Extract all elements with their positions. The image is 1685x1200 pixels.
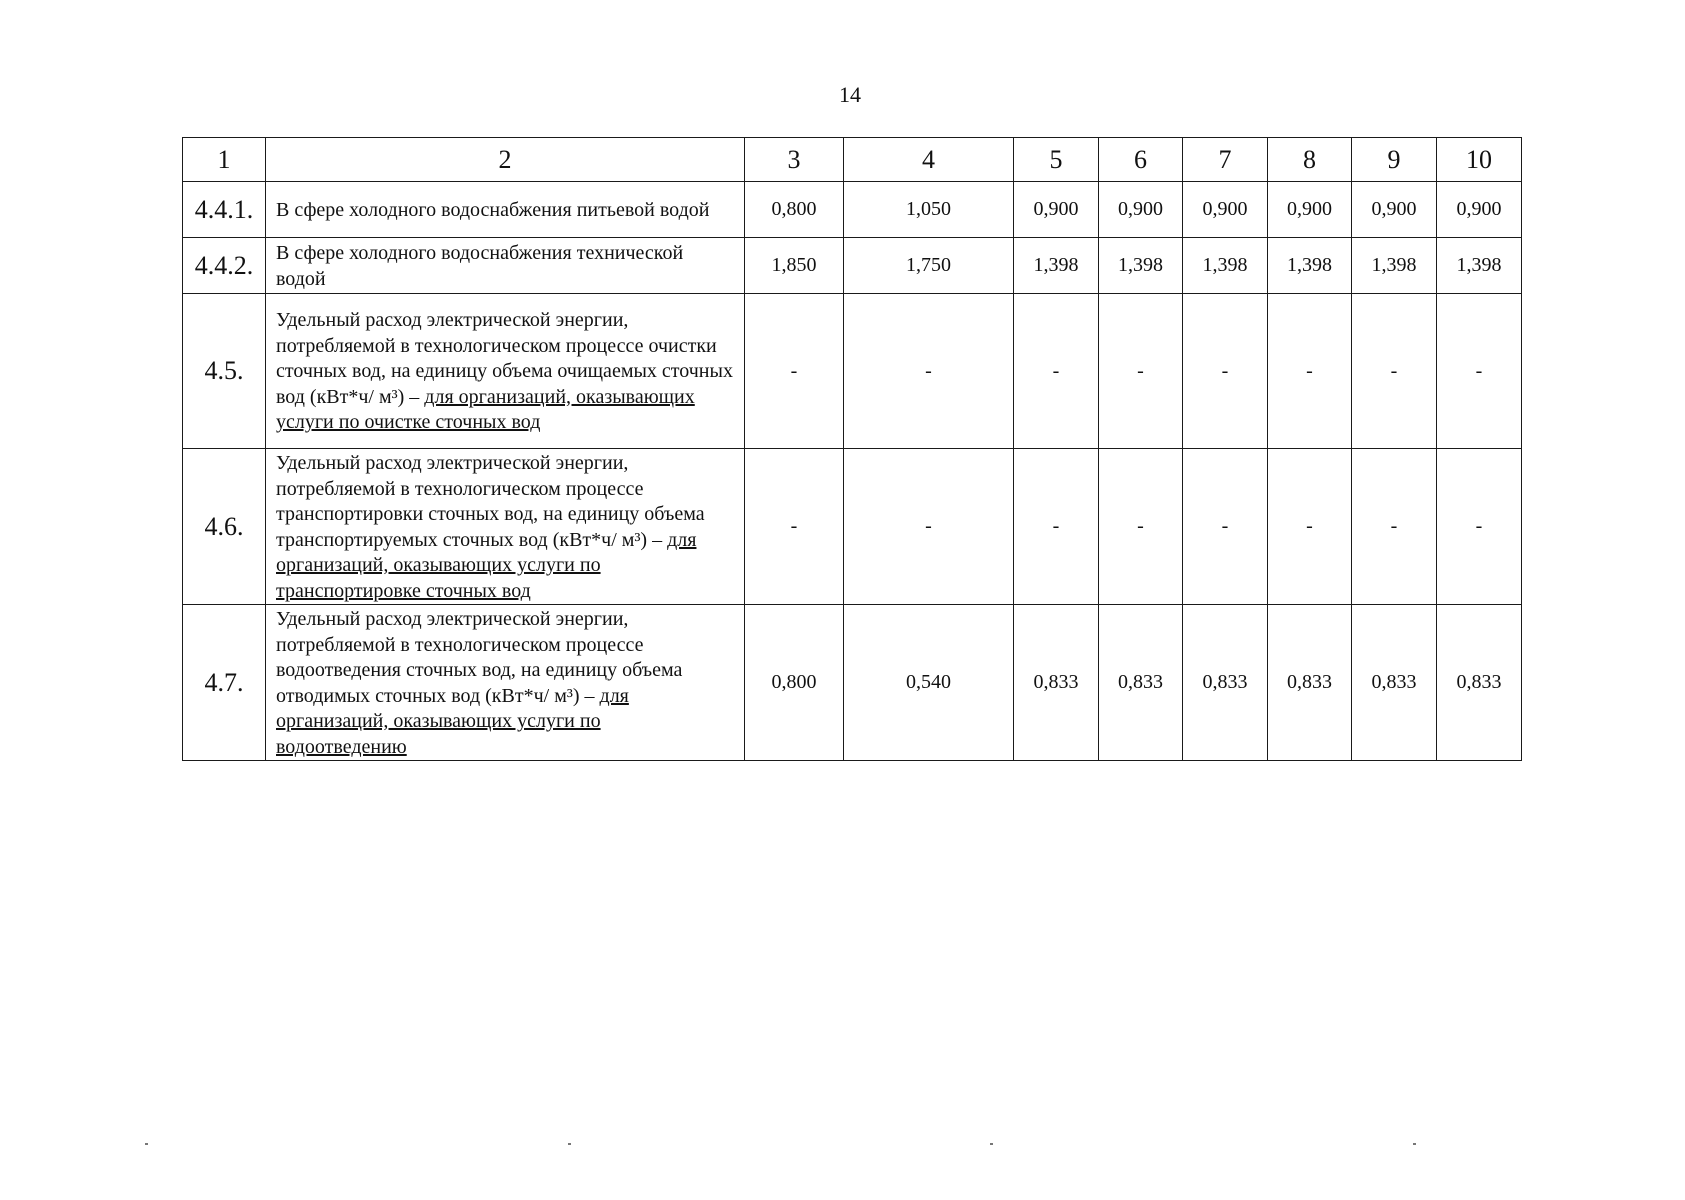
value-cell: 0,800 — [745, 182, 844, 238]
table-header-row — [183, 138, 1522, 182]
description-underlined-text: для организаций, оказывающих услуги по водоотведению — [276, 684, 629, 758]
value-cell: 0,833 — [1352, 605, 1437, 761]
value-cell: - — [745, 449, 844, 605]
scan-speck — [568, 1143, 571, 1145]
description-text: Удельный расход электрической энергии, потребляемой в технологическом процессе очистки сточных вод, на единицу объема очищаемых сточных вод (кВт*ч/ м³) – — [276, 309, 733, 408]
row-number: 4.4.2. — [183, 238, 266, 294]
value-cell: - — [1437, 294, 1522, 449]
value-cell: 0,833 — [1437, 605, 1522, 761]
column-header: 1 — [183, 138, 266, 182]
column-header: 2 — [266, 138, 745, 182]
scan-speck — [145, 1143, 148, 1145]
value-cell: - — [1099, 294, 1183, 449]
value-cell: 1,398 — [1099, 238, 1183, 294]
value-cell: 0,900 — [1183, 182, 1268, 238]
row-number: 4.7. — [183, 605, 266, 761]
value-cell: 1,050 — [844, 182, 1014, 238]
description-text: Удельный расход электрической энергии, потребляемой в технологическом процессе водоотведения сточных вод, на единицу объема отводимых сточных вод (кВт*ч/ м³) – — [276, 608, 683, 707]
column-header: 9 — [1352, 138, 1437, 182]
column-header: 5 — [1014, 138, 1099, 182]
description-text: В сфере холодного водоснабжения технической водой — [276, 242, 684, 290]
row-description — [266, 294, 745, 449]
table-row — [183, 294, 1522, 449]
row-description — [266, 605, 745, 761]
description-text: В сфере холодного водоснабжения питьевой водой — [276, 198, 710, 221]
value-cell: 1,850 — [745, 238, 844, 294]
description-text: Удельный расход электрической энергии, потребляемой в технологическом процессе транспортировки сточных вод, на единицу объема транспортируемых сточных вод (кВт*ч/ м³) – — [276, 452, 705, 551]
column-header: 4 — [844, 138, 1014, 182]
value-cell: - — [1268, 294, 1352, 449]
value-cell: 0,900 — [1437, 182, 1522, 238]
value-cell: - — [1014, 294, 1099, 449]
row-number: 4.5. — [183, 294, 266, 449]
row-number: 4.6. — [183, 449, 266, 605]
value-cell: - — [1352, 294, 1437, 449]
value-cell: 0,833 — [1183, 605, 1268, 761]
value-cell: - — [1099, 449, 1183, 605]
column-header: 6 — [1099, 138, 1183, 182]
column-header: 8 — [1268, 138, 1352, 182]
value-cell: 0,900 — [1352, 182, 1437, 238]
value-cell: - — [745, 294, 844, 449]
table-row — [183, 238, 1522, 294]
value-cell: 1,398 — [1268, 238, 1352, 294]
column-header: 7 — [1183, 138, 1268, 182]
value-cell: - — [1437, 449, 1522, 605]
row-description — [266, 182, 745, 238]
column-header: 10 — [1437, 138, 1522, 182]
row-description — [266, 238, 745, 294]
indicators-table — [182, 137, 1522, 761]
value-cell: 0,540 — [844, 605, 1014, 761]
value-cell: - — [1014, 449, 1099, 605]
value-cell: 0,833 — [1268, 605, 1352, 761]
page-number: 14 — [839, 82, 861, 107]
value-cell: 0,900 — [1268, 182, 1352, 238]
value-cell: 1,398 — [1014, 238, 1099, 294]
row-description — [266, 449, 745, 605]
value-cell: 0,900 — [1014, 182, 1099, 238]
scan-speck — [990, 1143, 993, 1145]
value-cell: 0,833 — [1099, 605, 1183, 761]
value-cell: - — [844, 449, 1014, 605]
value-cell: - — [1183, 294, 1268, 449]
value-cell: 1,750 — [844, 238, 1014, 294]
description-underlined-text: для организаций, оказывающих услуги по транспортировке сточных вод — [276, 528, 697, 602]
value-cell: - — [1183, 449, 1268, 605]
value-cell: - — [844, 294, 1014, 449]
value-cell: 1,398 — [1437, 238, 1522, 294]
scan-speck — [1413, 1143, 1416, 1145]
column-header: 3 — [745, 138, 844, 182]
value-cell: 0,833 — [1014, 605, 1099, 761]
table-row — [183, 449, 1522, 605]
description-underlined-text: для организаций, оказывающих услуги по очистке сточных вод — [276, 385, 695, 434]
value-cell: 1,398 — [1183, 238, 1268, 294]
value-cell: - — [1268, 449, 1352, 605]
value-cell: 0,900 — [1099, 182, 1183, 238]
row-number: 4.4.1. — [183, 182, 266, 238]
value-cell: 0,800 — [745, 605, 844, 761]
table-row — [183, 182, 1522, 238]
table-row — [183, 605, 1522, 761]
value-cell: 1,398 — [1352, 238, 1437, 294]
value-cell: - — [1352, 449, 1437, 605]
